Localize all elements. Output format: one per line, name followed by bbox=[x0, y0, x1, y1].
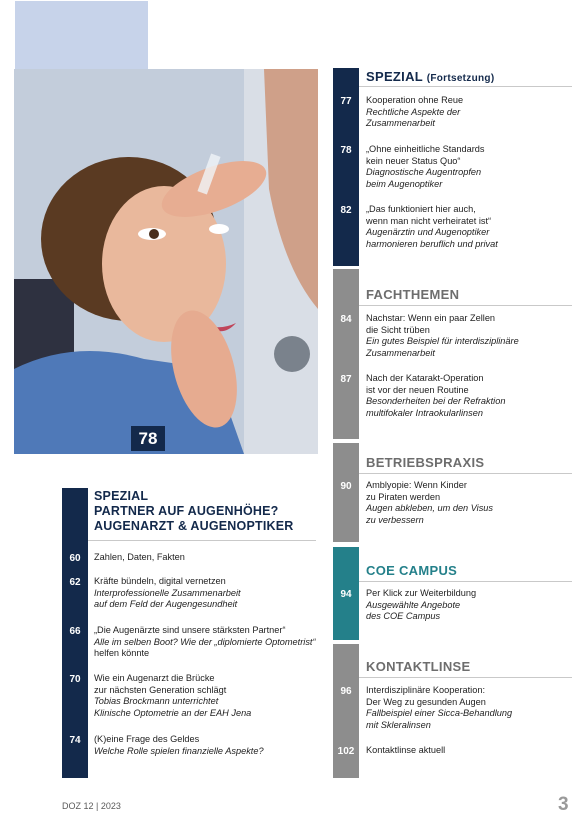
divider bbox=[88, 540, 316, 541]
toc-entry[interactable]: Nach der Katarakt-Operation ist vor der neuen Routine Besonderheiten bei der Refraktion multifokaler Intraokularlinsen bbox=[366, 373, 506, 418]
toc-entry[interactable]: Per Klick zur Weiterbildung Ausgewählte Angebote des COE Campus bbox=[366, 588, 477, 621]
toc-entry[interactable]: (K)eine Frage des Geldes Welche Rolle spielen finanzielle Aspekte? bbox=[94, 734, 264, 756]
toc-entry[interactable]: Wie ein Augenarzt die Brücke zur nächsten Generation schlägt Tobias Brockmann unterrichtet Klinische Optometrie an der EAH Jena bbox=[94, 673, 252, 718]
toc-entry[interactable]: Amblyopie: Wenn Kinder zu Piraten werden Augen abkleben, um den Visus zu verbessern bbox=[366, 480, 494, 525]
toc-entry[interactable]: Zahlen, Daten, Fakten bbox=[94, 552, 185, 562]
magazine-name: DOZ bbox=[62, 801, 81, 811]
betriebspraxis-title: BETRIEBSPRAXIS bbox=[366, 455, 485, 470]
kontaktlinse-title: KONTAKTLINSE bbox=[366, 659, 471, 674]
toc-page-number: 102 bbox=[337, 746, 355, 757]
kontaktlinse-bar bbox=[333, 644, 359, 778]
spezial-main-title: SPEZIAL PARTNER AUF AUGENHÖHE? AUGENARZT & AUGENOPTIKER bbox=[94, 489, 294, 533]
photo-page-badge: 78 bbox=[131, 426, 165, 451]
toc-entry[interactable]: Nachstar: Wenn ein paar Zellen die Sicht trüben Ein gutes Beispiel für interdisziplinäre Zusammenarbeit bbox=[366, 313, 519, 358]
footer-issue bbox=[62, 801, 121, 811]
coe-campus-title: COE CAMPUS bbox=[366, 563, 458, 578]
toc-entry[interactable]: Interdisziplinäre Kooperation: Der Weg zu gesunden Augen Fallbeispiel einer Sicca-Behandlung mit Skleralinsen bbox=[366, 685, 513, 730]
toc-entry[interactable]: „Die Augenärzte sind unsere stärksten Partner“ Alle im selben Boot? Wie der „diplomierte Optometrist“ helfen könnte bbox=[94, 625, 316, 658]
divider bbox=[359, 473, 572, 474]
toc-page-number: 84 bbox=[340, 314, 352, 325]
divider bbox=[359, 677, 572, 678]
toc-entry[interactable]: Kontaktlinse aktuell bbox=[366, 745, 446, 755]
toc-page-number: 60 bbox=[69, 553, 81, 564]
divider bbox=[359, 86, 572, 87]
page-number: 3 bbox=[558, 794, 569, 815]
toc-page-number: 66 bbox=[69, 626, 81, 637]
toc-page-number: 94 bbox=[340, 589, 352, 600]
toc-page-number: 82 bbox=[340, 205, 352, 216]
toc-entry[interactable]: „Das funktioniert hier auch, wenn man nicht verheiratet ist“ Augenärztin und Augenoptiker harmonieren beruflich und privat bbox=[366, 204, 498, 249]
toc-entry[interactable]: Kooperation ohne Reue Rechtliche Aspekte der Zusammenarbeit bbox=[366, 95, 464, 128]
toc-page-number: 70 bbox=[69, 674, 81, 685]
divider bbox=[359, 305, 572, 306]
photo-illustration bbox=[14, 69, 318, 454]
toc-page-number: 62 bbox=[69, 577, 81, 588]
toc-page-number: 87 bbox=[340, 374, 352, 385]
fachthemen-title: FACHTHEMEN bbox=[366, 287, 460, 302]
issue-number: 12 | 2023 bbox=[83, 801, 121, 811]
toc-entry[interactable]: Kräfte bündeln, digital vernetzen Interprofessionelle Zusammenarbeit auf dem Feld der Augengesundheit bbox=[94, 576, 241, 609]
toc-entry[interactable]: „Ohne einheitliche Standards kein neuer Status Quo“ Diagnostische Augentropfen beim Augenoptiker bbox=[366, 144, 485, 189]
cover-photo-eye-drops bbox=[14, 69, 318, 454]
toc-page-number: 77 bbox=[340, 96, 352, 107]
spezial-continued-title: SPEZIAL (Fortsetzung) bbox=[366, 69, 495, 84]
toc-page-number: 78 bbox=[340, 145, 352, 156]
divider bbox=[359, 581, 572, 582]
betriebspraxis-bar bbox=[333, 443, 359, 542]
fachthemen-bar bbox=[333, 269, 359, 439]
toc-page-number: 74 bbox=[69, 735, 81, 746]
toc-page-number: 90 bbox=[340, 481, 352, 492]
toc-page-number: 96 bbox=[340, 686, 352, 697]
